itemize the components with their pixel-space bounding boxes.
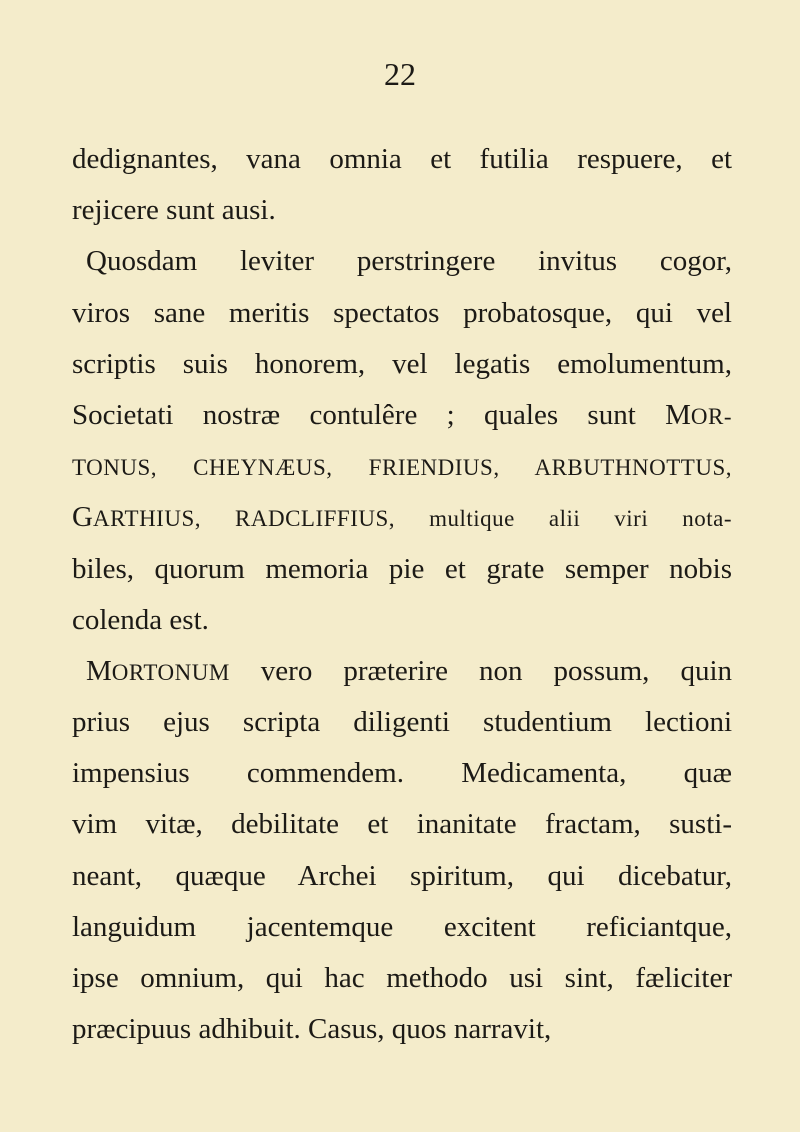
page-number: 22 <box>384 56 416 92</box>
text-line: Quosdam leviter perstringere invitus cogor, <box>86 245 732 278</box>
text-line: vim vitæ, debilitate et inanitate fractam, susti- <box>72 808 732 841</box>
text-line: prius ejus scripta diligenti studentium lectioni <box>72 706 732 739</box>
text-line: scriptis suis honorem, vel legatis emolumentum, <box>72 347 732 380</box>
small-caps-run: ADCLIFFIUS, multique alii viri nota- <box>250 506 732 532</box>
text-line: rejicere sunt ausi. <box>72 194 276 227</box>
text-line: biles, quorum memoria pie et grate semper nobis <box>72 552 732 585</box>
text-line: impensius commendem. Medicamenta, quæ <box>72 757 732 790</box>
text-run: G <box>72 501 93 534</box>
small-caps-run: HEYNÆUS, F <box>209 455 382 481</box>
text-line <box>72 492 732 543</box>
text-line: neant, quæque Archei spiritum, qui dicebatur, <box>72 859 732 892</box>
text-run: vero præterire non possum, quin <box>229 654 732 687</box>
text-line: languidum jacentemque excitent reficiantque, <box>72 910 732 943</box>
text-line <box>72 646 732 697</box>
small-caps-run: RBUTHNOTTUS, <box>551 455 732 481</box>
body-text <box>72 134 732 1055</box>
small-caps-run: ORTONUM <box>111 659 230 685</box>
text-line: præcipuus adhibuit. Casus, quos narravit, <box>72 1013 552 1046</box>
small-caps-run: TONUS, C <box>72 455 210 481</box>
small-caps-run: OR- <box>690 403 732 429</box>
small-caps-run: ARTHIUS, R <box>92 506 251 532</box>
text-line <box>72 441 732 492</box>
text-line: dedignantes, vana omnia et futilia respuere, et <box>72 143 732 175</box>
text-line: ipse omnium, qui hac methodo usi sint, fæliciter <box>72 962 732 994</box>
text-line <box>72 390 732 441</box>
text-run: Societati nostræ contulêre ; quales sunt M <box>72 398 691 431</box>
small-caps-run: RIENDIUS, A <box>381 455 552 481</box>
text-line: viros sane meritis spectatos probatosque, qui vel <box>72 296 732 329</box>
text-run: M <box>86 654 112 687</box>
text-line: colenda est. <box>72 603 209 636</box>
